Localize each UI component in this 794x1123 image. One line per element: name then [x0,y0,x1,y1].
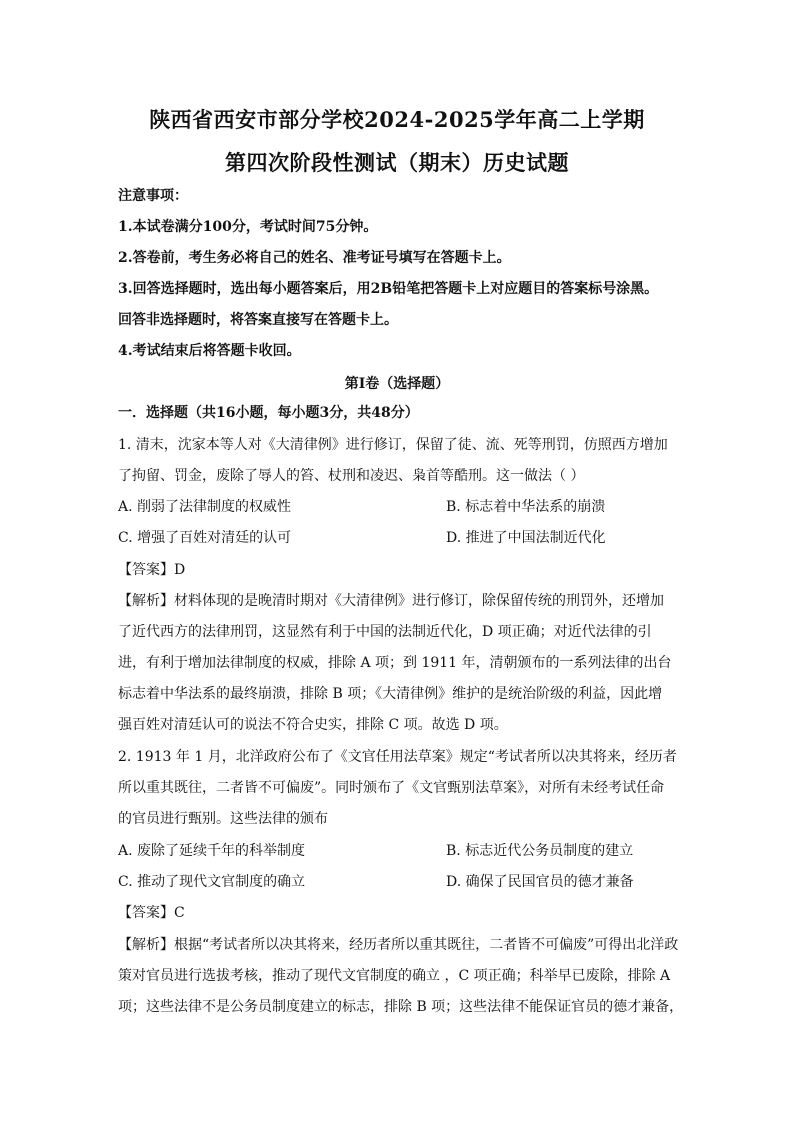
section-heading: 一．选择题（共16小题，每小题3分，共48分） [118,405,419,421]
volume-heading: 第I卷（选择题） [344,376,450,392]
question-1-stem-line: 了拘留、罚金，废除了辱人的笞、杖刑和凌迟、枭首等酷刑。这一做法（ ） [118,468,585,484]
question-2-option-c: C. 推动了现代文官制度的确立 [118,874,306,890]
exam-title-line-2: 第四次阶段性测试（期末）历史试题 [225,150,569,175]
notice-item: 3.回答选择题时，选出每小题答案后，用2B铅笔把答题卡上对应题目的答案标号涂黑。 [118,281,659,297]
notice-item: 2.答卷前，考生务必将自己的姓名、准考证号填写在答题卡上。 [118,250,511,266]
question-1-option-a: A. 削弱了法律制度的权威性 [118,499,292,515]
exam-title-line-1: 陕西省西安市部分学校2024-2025学年高二上学期 [149,107,645,132]
notice-heading: 注意事项： [118,188,188,204]
question-2-stem-line: 的官员进行甄别。这些法律的颁布 [118,811,328,827]
question-1-analysis-line: 【解析】材料体现的是晚清时期对《大清律例》进行修订，除保留传统的刑罚外，还增加 [118,593,664,609]
question-2-analysis-line: 策对官员进行选拔考核，推动了现代文官制度的确立 ，C 项正确；科举早已废除，排除 A [118,968,671,984]
question-2-stem-line: 所以重其既往，二者皆不可偏废”。同时颁布了《文官甄别法草案》，对所有未经考试任命 [118,780,665,796]
question-2-analysis-line: 【解析】根据“考试者所以决其将来，经历者所以重其既往，二者皆不可偏废”可得出北洋政 [118,937,679,953]
notice-item: 回答非选择题时，将答案直接写在答题卡上。 [118,312,398,328]
notice-item: 4.考试结束后将答题卡收回。 [118,343,301,359]
question-2-answer: 【答案】C [118,905,185,921]
question-1-stem-line: 1. 清末，沈家本等人对《大清律例》进行修订，保留了徒、流、死等刑罚，仿照西方增加 [118,437,668,453]
question-1-answer: 【答案】D [118,562,186,578]
question-2-stem-line: 2. 1913 年 1 月，北洋政府公布了《文官任用法草案》规定“考试者所以决其将来，经历者 [118,749,677,765]
question-2-option-a: A. 废除了延续千年的科举制度 [118,843,306,859]
question-1-option-b: B. 标志着中华法系的崩溃 [446,499,606,515]
question-1-option-c: C. 增强了百姓对清廷的认可 [118,530,292,546]
question-1-analysis-line: 标志着中华法系的最终崩溃，排除 B 项；《大清律例》维护的是统治阶级的利益，因此增 [118,686,663,702]
question-1-option-d: D. 推进了中国法制近代化 [446,530,606,546]
question-1-analysis-line: 了近代西方的法律刑罚，这显然有利于中国的法制近代化，D 项正确；对近代法律的引 [118,624,652,640]
question-1-analysis-line: 强百姓对清廷认可的说法不符合史实，排除 C 项。故选 D 项。 [118,717,508,733]
notice-item: 1.本试卷满分100分，考试时间75分钟。 [118,219,378,235]
question-2-option-b: B. 标志近代公务员制度的建立 [446,843,634,859]
question-2-option-d: D. 确保了民国官员的德才兼备 [446,874,634,890]
question-1-analysis-line: 进，有利于增加法律制度的权威，排除 A 项；到 1911 年，清朝颁布的一系列法律的出台 [118,655,672,671]
question-2-analysis-line: 项；这些法律不是公务员制度建立的标志，排除 B 项；这些法律不能保证官员的德才兼备， [118,999,684,1015]
